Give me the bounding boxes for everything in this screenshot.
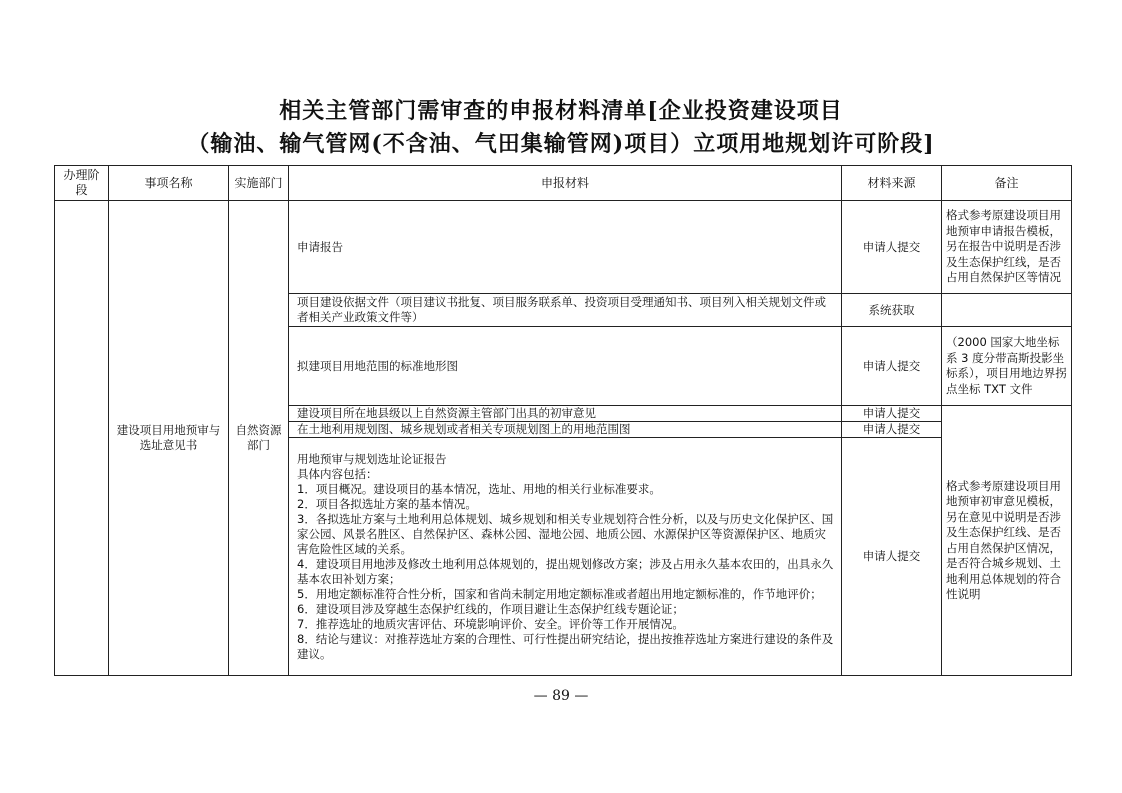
header-stage: 办理阶段 <box>55 166 109 201</box>
materials-table <box>54 165 1072 676</box>
source-cell: 申请人提交 <box>842 327 942 406</box>
material-cell: 项目建设依据文件（项目建议书批复、项目服务联系单、投资项目受理通知书、项目列入相关规划文件或者相关产业政策文件等） <box>289 294 842 327</box>
report-line: 2．项目各拟选址方案的基本情况。 <box>297 496 477 511</box>
header-source: 材料来源 <box>842 166 942 201</box>
source-cell: 系统获取 <box>842 294 942 327</box>
remark-cell: 格式参考原建设项目用地预审申请报告模板，另在报告中说明是否涉及生态保护红线，是否占用自然保护区等情况 <box>942 201 1072 294</box>
stage-cell <box>55 201 109 676</box>
header-materials: 申报材料 <box>289 166 842 201</box>
report-line: 4．建设项目用地涉及修改土地利用总体规划的，提出规划修改方案；涉及占用永久基本农田的，出具永久基本农田补划方案； <box>297 556 834 586</box>
source-cell: 申请人提交 <box>842 422 942 438</box>
material-cell-report <box>289 438 842 676</box>
source-cell: 申请人提交 <box>842 438 942 676</box>
shared-remark-cell: 格式参考原建设项目用地预审初审意见模板，另在意见中说明是否涉及生态保护红线、是否占用自然保护区情况，是否符合城乡规划、土地利用总体规划的符合性说明 <box>942 406 1072 676</box>
header-department: 实施部门 <box>229 166 289 201</box>
material-cell: 在土地利用规划图、城乡规划或者相关专项规划图上的用地范围图 <box>289 422 842 438</box>
material-cell: 申请报告 <box>289 201 842 294</box>
item-name-cell: 建设项目用地预审与选址意见书 <box>109 201 229 676</box>
report-line: 8．结论与建议：对推荐选址方案的合理性、可行性提出研究结论，提出按推荐选址方案进行建设的条件及建议。 <box>297 631 834 661</box>
report-line: 5．用地定额标准符合性分析，国家和省尚未制定用地定额标准或者超出用地定额标准的，作节地评价； <box>297 586 822 601</box>
table-header-row <box>55 166 1072 201</box>
material-cell: 拟建项目用地范围的标准地形图 <box>289 327 842 406</box>
header-item-name: 事项名称 <box>109 166 229 201</box>
source-cell: 申请人提交 <box>842 201 942 294</box>
report-line: 具体内容包括： <box>297 466 378 481</box>
report-line: 3．各拟选址方案与土地利用总体规划、城乡规划和相关专业规划符合性分析，以及与历史文化保护区、国家公园、风景名胜区、自然保护区、森林公园、湿地公园、地质公园、水源保护区等资源保护区、地质灾害危险性区域的关系。 <box>297 511 834 556</box>
table-row <box>55 201 1072 294</box>
source-cell: 申请人提交 <box>842 406 942 422</box>
page-title-line2: （输油、输气管网(不含油、气田集输管网)项目）立项用地规划许可阶段] <box>187 131 935 157</box>
remark-cell <box>942 294 1072 327</box>
department-cell: 自然资源部门 <box>229 201 289 676</box>
report-line: 6．建设项目涉及穿越生态保护红线的，作项目避让生态保护红线专题论证； <box>297 601 684 616</box>
header-remarks: 备注 <box>942 166 1072 201</box>
page-title-line1: 相关主管部门需审查的申报材料清单[企业投资建设项目 <box>279 98 843 124</box>
report-line: 7．推荐选址的地质灾害评估、环境影响评价、安全。评价等工作开展情况。 <box>297 616 684 631</box>
report-line: 1．项目概况。建设项目的基本情况，选址、用地的相关行业标准要求。 <box>297 481 661 496</box>
remark-cell: （2000 国家大地坐标系 3 度分带高斯投影坐标系），项目用地边界拐点坐标 TXT 文件 <box>942 327 1072 406</box>
page-number: — 89 — <box>533 688 589 704</box>
report-line: 用地预审与规划选址论证报告 <box>297 451 447 466</box>
material-cell: 建设项目所在地县级以上自然资源主管部门出具的初审意见 <box>289 406 842 422</box>
